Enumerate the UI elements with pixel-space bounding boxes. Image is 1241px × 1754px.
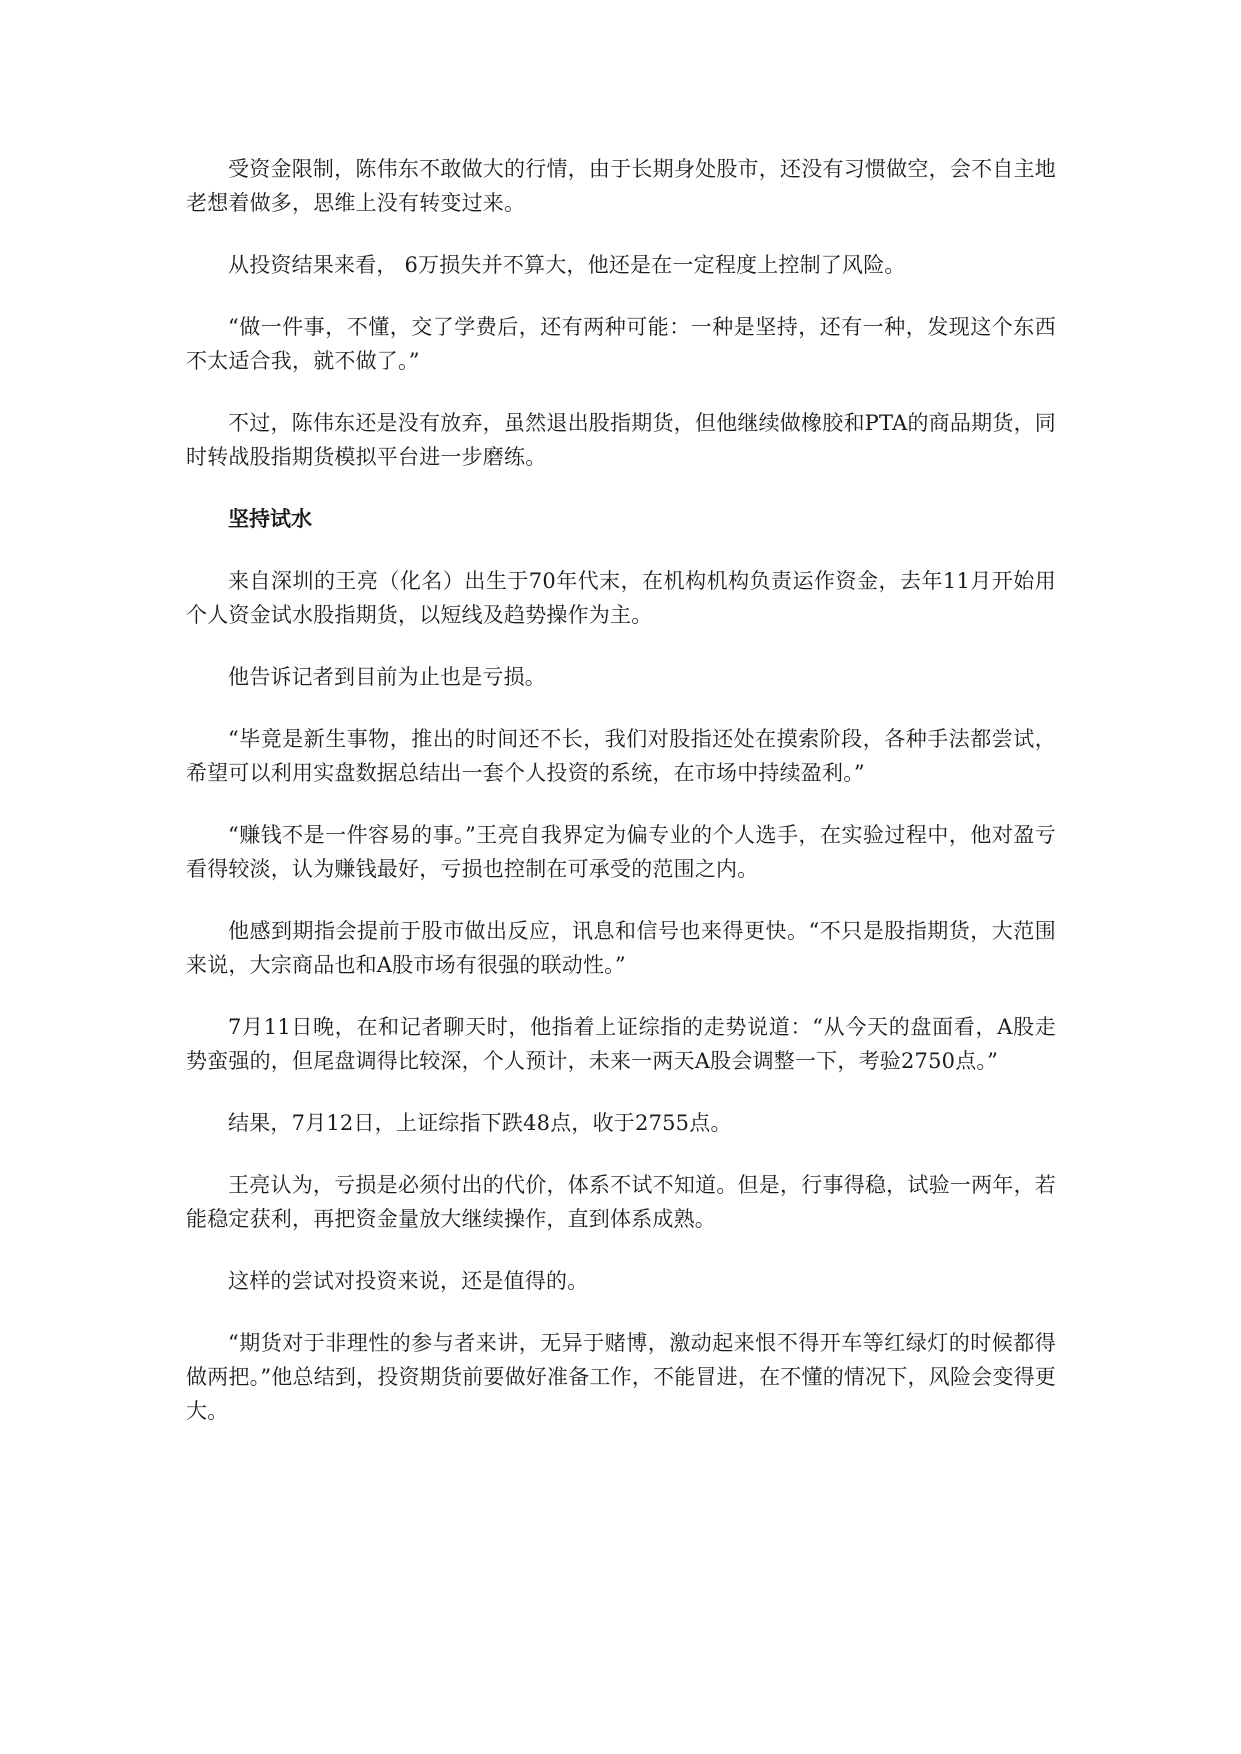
paragraph: “做一件事，不懂，交了学费后，还有两种可能：一种是坚持，还有一种，发现这个东西不太适合我，就不做了。”	[186, 315, 1056, 373]
document-page	[186, 152, 1056, 1456]
paragraph: 来自深圳的王亮（化名）出生于70年代末，在机构机构负责运作资金，去年11月开始用个人资金试水股指期货，以短线及趋势操作为主。	[186, 569, 1056, 627]
paragraph: “毕竟是新生事物，推出的时间还不长，我们对股指还处在摸索阶段，各种手法都尝试，希望可以利用实盘数据总结出一套个人投资的系统，在市场中持续盈利。”	[186, 727, 1056, 785]
paragraph: 这样的尝试对投资来说，还是值得的。	[228, 1269, 589, 1293]
paragraph: 王亮认为，亏损是必须付出的代价，体系不试不知道。但是，行事得稳，试验一两年，若能稳定获利，再把资金量放大继续操作，直到体系成熟。	[186, 1173, 1056, 1231]
paragraph: 7月11日晚，在和记者聊天时，他指着上证综指的走势说道：“从今天的盘面看，A股走势蛮强的，但尾盘调得比较深，个人预计，未来一两天A股会调整一下，考验2750点。”	[186, 1015, 1056, 1073]
paragraph: “期货对于非理性的参与者来讲，无异于赌博，激动起来恨不得开车等红绿灯的时候都得做两把。”他总结到，投资期货前要做好准备工作，不能冒进，在不懂的情况下，风险会变得更大。	[186, 1331, 1056, 1423]
paragraph: “赚钱不是一件容易的事。”王亮自我界定为偏专业的个人选手，在实验过程中，他对盈亏看得较淡，认为赚钱最好，亏损也控制在可承受的范围之内。	[186, 823, 1056, 881]
paragraph: 受资金限制，陈伟东不敢做大的行情，由于长期身处股市，还没有习惯做空，会不自主地老想着做多，思维上没有转变过来。	[186, 157, 1056, 215]
paragraph: 不过，陈伟东还是没有放弃，虽然退出股指期货，但他继续做橡胶和PTA的商品期货，同时转战股指期货模拟平台进一步磨练。	[186, 411, 1056, 469]
section-heading: 坚持试水	[228, 507, 312, 531]
paragraph: 从投资结果来看， 6万损失并不算大，他还是在一定程度上控制了风险。	[228, 253, 906, 277]
paragraph: 他告诉记者到目前为止也是亏损。	[228, 665, 546, 689]
paragraph: 结果，7月12日，上证综指下跌48点，收于2755点。	[228, 1111, 732, 1135]
paragraph: 他感到期指会提前于股市做出反应，讯息和信号也来得更快。“不只是股指期货，大范围来说，大宗商品也和A股市场有很强的联动性。”	[186, 919, 1056, 977]
